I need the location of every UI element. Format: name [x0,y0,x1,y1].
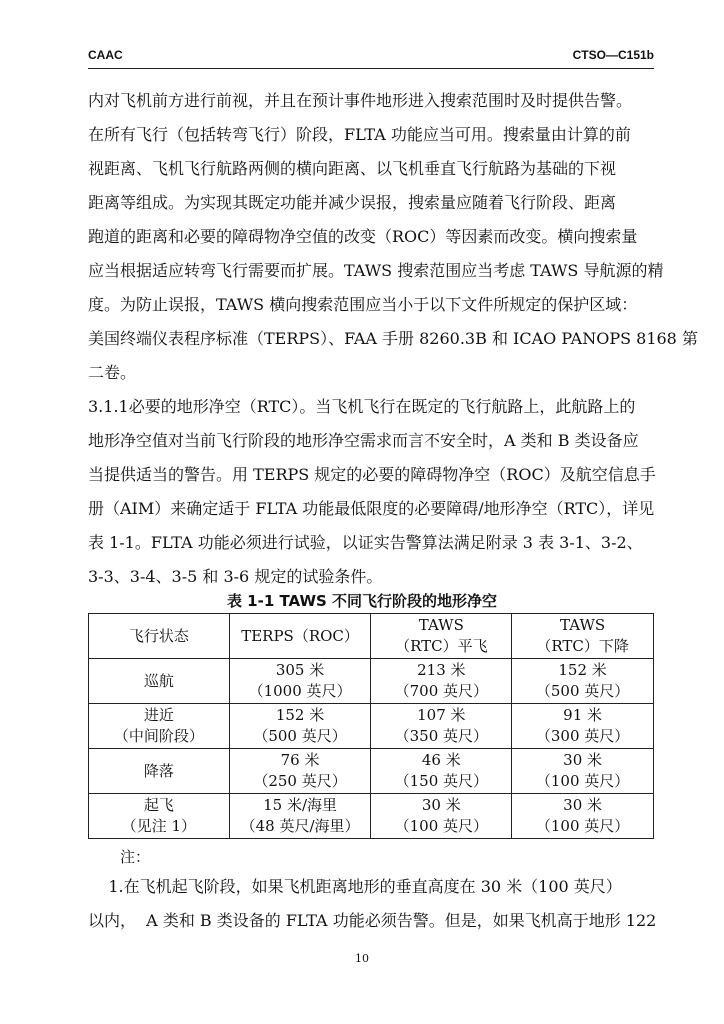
header-cell: 飞行状态 [89,614,230,659]
table-cell: 巡航 [89,659,230,704]
table-row [89,704,654,749]
text-line: 度。为防止误报，TAWS 横向搜索范围应当小于以下文件所规定的保护区域： [88,295,638,314]
text-line: 二卷。 [88,363,137,382]
table-cell: 30 米 （100 英尺） [371,794,512,839]
text-line: 内对飞机前方进行前视，并且在预计事件地形进入搜索范围时及时提供告警。 [88,91,633,110]
table-cell: 213 米 （700 英尺） [371,659,512,704]
body-text [88,84,698,594]
header-left: CAAC [88,48,123,62]
text-line: 3-3、3-4、3-5 和 3-6 规定的试验条件。 [88,567,383,586]
text-line: 距离等组成。为实现其既定功能并减少误报，搜索量应随着飞行阶段、距离 [88,193,617,212]
table-cell: 91 米 （300 英尺） [512,704,654,749]
table-row [89,659,654,704]
header-rule [88,68,654,69]
table-row [89,794,654,839]
note-line: 1.在飞机起飞阶段，如果飞机距离地形的垂直高度在 30 米（100 英尺） [88,877,622,896]
table-cell: 76 米 （250 英尺） [229,749,371,794]
text-line: 表 1-1。FLTA 功能必须进行试验，以证实告警算法满足附录 3 表 3-1、3-2、 [88,533,643,552]
table-header-row [89,614,654,659]
text-line: 应当根据适应转弯飞行需要而扩展。TAWS 搜索范围应当考虑 TAWS 导航源的精 [88,261,664,280]
table-cell: 152 米 （500 英尺） [229,704,371,749]
text-line: 美国终端仪表程序标准（TERPS）、FAA 手册 8260.3B 和 ICAO PANOPS 8168 第 [88,329,698,348]
table-cell: 107 米 （350 英尺） [371,704,512,749]
text-line: 视距离、飞机飞行航路两侧的横向距离、以飞机垂直飞行航路为基础的下视 [88,159,617,178]
text-line: 在所有飞行（包括转弯飞行）阶段，FLTA 功能应当可用。搜索量由计算的前 [88,125,631,144]
table-cell: 进近 （中间阶段） [89,704,230,749]
header-cell: TERPS（ROC） [229,614,371,659]
header-cell: TAWS （RTC）平飞 [371,614,512,659]
note-line: 以内， A 类和 B 类设备的 FLTA 功能必须告警。但是，如果飞机高于地形 122 [88,911,657,930]
table-cell: 降落 [89,749,230,794]
table-cell: 152 米 （500 英尺） [512,659,654,704]
table-cell: 30 米 （100 英尺） [512,749,654,794]
table-cell: 305 米 （1000 英尺） [229,659,371,704]
page-number: 10 [355,952,369,965]
clearance-table [88,613,654,839]
table-row [89,749,654,794]
text-line: 地形净空值对当前飞行阶段的地形净空需求而言不安全时，A 类和 B 类设备应 [88,431,639,450]
text-line: 跑道的距离和必要的障碍物净空值的改变（ROC）等因素而改变。横向搜索量 [88,227,638,246]
table-cell: 46 米 （150 英尺） [371,749,512,794]
text-line: 当提供适当的警告。用 TERPS 规定的必要的障碍物净空（ROC）及航空信息手 [88,465,656,484]
table-cell: 15 米/海里 （48 英尺/海里） [229,794,371,839]
notes-label: 注： [120,848,151,866]
text-line: 3.1.1必要的地形净空（RTC）。当飞机飞行在既定的飞行航路上，此航路上的 [88,397,636,416]
table-cell: 起飞 （见注 1） [89,794,230,839]
header-cell: TAWS （RTC）下降 [512,614,654,659]
header-right: CTSO—C151b [572,48,654,62]
page-header [88,48,654,66]
notes-text [88,870,656,938]
table-cell: 30 米 （100 英尺） [512,794,654,839]
table-caption: 表 1-1 TAWS 不同飞行阶段的地形净空 [226,592,498,610]
text-line: 册（AIM）来确定适于 FLTA 功能最低限度的必要障碍/地形净空（RTC），详见 [88,499,655,518]
